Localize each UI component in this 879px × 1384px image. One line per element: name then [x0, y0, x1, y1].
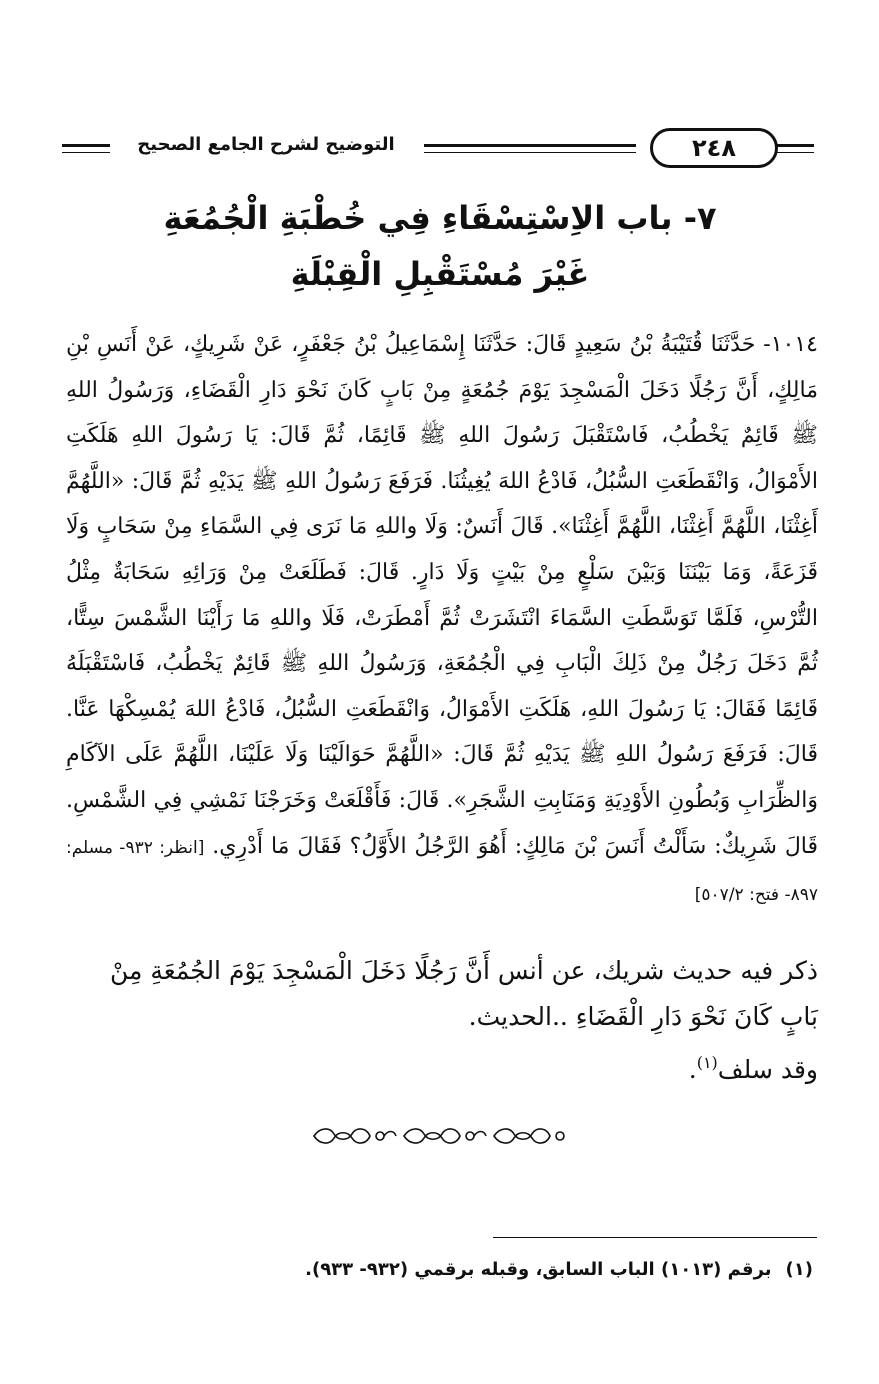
ornament-divider-icon	[300, 1122, 580, 1150]
header-rule-middle	[424, 144, 636, 153]
page-header	[62, 128, 814, 174]
hadith-text-block	[66, 322, 818, 919]
page-number-badge	[650, 128, 778, 168]
chapter-title	[120, 190, 760, 302]
hadith-text: ١٠١٤- حَدَّثَنَا قُتَيْبَةُ بْنُ سَعِيدٍ قَالَ: حَدَّثَنَا إِسْمَاعِيلُ بْنُ جَعْفَرٍ، عَنْ شَرِيكٍ، عَنْ أَنَسِ بْنِ مَالِكٍ، أَنَّ رَجُلًا دَخَلَ الْمَسْجِدَ يَوْمَ جُمُعَةٍ مِنْ بَابٍ كَانَ نَحْوَ دَارِ الْقَضَاءِ، وَرَسُولُ اللهِ ﷺ قَائِمٌ يَخْطُبُ، فَاسْتَقْبَلَ رَسُولَ اللهِ ﷺ قَائِمًا، ثُمَّ قَالَ: يَا رَسُولَ اللهِ هَلَكَتِ الأَمْوَالُ، وَانْقَطَعَتِ السُّبُلُ، فَادْعُ اللهَ يُغِيثُنَا. فَرَفَعَ رَسُولُ اللهِ ﷺ يَدَيْهِ ثُمَّ قَالَ: «اللَّهُمَّ أَغِثْنَا، اللَّهُمَّ أَغِثْنَا، اللَّهُمَّ أَغِثْنَا». قَالَ أَنَسٌ: وَلَا واللهِ مَا نَرَى فِي السَّمَاءِ مِنْ سَحَابٍ وَلَا قَزَعَةً، وَمَا بَيْنَنَا وَبَيْنَ سَلْعٍ مِنْ بَيْتٍ وَلَا دَارٍ. قَالَ: فَطَلَعَتْ مِنْ وَرَائِهِ سَحَابَةٌ مِثْلُ التُّرْسِ، فَلَمَّا تَوَسَّطَتِ السَّمَاءَ انْتَشَرَتْ ثُمَّ أَمْطَرَتْ، فَلَا واللهِ مَا رَأَيْنَا الشَّمْسَ سِتًّا، ثُمَّ دَخَلَ رَجُلٌ مِنْ ذَلِكَ الْبَابِ فِي الْجُمُعَةِ، وَرَسُولُ اللهِ ﷺ قَائِمٌ يَخْطُبُ، فَاسْتَقْبَلَهُ قَائِمًا فَقَالَ: يَا رَسُولَ اللهِ، هَلَكَتِ الأَمْوَالُ، وَانْقَطَعَتِ السُّبُلُ، فَادْعُ اللهَ يُمْسِكْهَا عَنَّا. قَالَ: فَرَفَعَ رَسُولُ اللهِ ﷺ يَدَيْهِ ثُمَّ قَالَ: «اللَّهُمَّ حَوَالَيْنَا وَلَا عَلَيْنَا، اللَّهُمَّ عَلَى الآكَامِ وَالظِّرَابِ وَبُطُونِ الأَوْدِيَةِ وَمَنَابِتِ الشَّجَرِ». قَالَ: فَأَقْلَعَتْ وَخَرَجْنَا نَمْشِي فِي الشَّمْسِ. قَالَ شَرِيكٌ: سَأَلْتُ أَنَسَ بْنَ مَالِكٍ: أَهُوَ الرَّجُلُ الأَوَّلُ؟ فَقَالَ مَا أَدْرِي.	[66, 332, 819, 859]
chapter-title-line-1: ٧- باب الاِسْتِسْقَاءِ فِي خُطْبَةِ الْجُمُعَةِ	[163, 199, 717, 237]
commentary-block	[66, 948, 818, 1093]
footnote-reference-mark[interactable]: (١)	[696, 1053, 718, 1072]
ornament-unit-1	[314, 1129, 396, 1143]
commentary-paragraph-1: ذكر فيه حديث شريك، عن أنس أَنَّ رَجُلًا دَخَلَ الْمَسْجِدَ يَوْمَ الجُمُعَةِ مِنْ بَابٍ كَانَ نَحْوَ دَارِ الْقَضَاءِ ..الحديث.	[110, 956, 818, 1031]
ornament-unit-3	[494, 1129, 564, 1143]
header-rule-left	[62, 144, 110, 153]
footnote-mark: (١)	[785, 1259, 813, 1280]
commentary-paragraph-2-end: .	[688, 1055, 697, 1084]
page-number: ٢٤٨	[692, 134, 736, 162]
footnote-separator	[493, 1237, 817, 1238]
running-title: التوضيح لشرح الجامع الصحيح	[137, 134, 395, 155]
ornament-unit-2	[404, 1129, 486, 1143]
commentary-paragraph-2-text: وقد سلف	[717, 1055, 818, 1084]
commentary-paragraph-2	[66, 1040, 818, 1093]
footnote	[61, 1255, 813, 1285]
footnote-text: برقم (١٠١٣) الباب السابق، وقبله برقمي (٩٣٢- ٩٣٣).	[305, 1259, 772, 1280]
header-rule-right	[774, 144, 814, 153]
hadith-reference: [انظر: ٩٣٢- مسلم: ٨٩٧- فتح: ٥٠٧/٢]	[66, 837, 818, 906]
chapter-title-line-2: غَيْرَ مُسْتَقْبِلِ الْقِبْلَةِ	[290, 255, 590, 293]
